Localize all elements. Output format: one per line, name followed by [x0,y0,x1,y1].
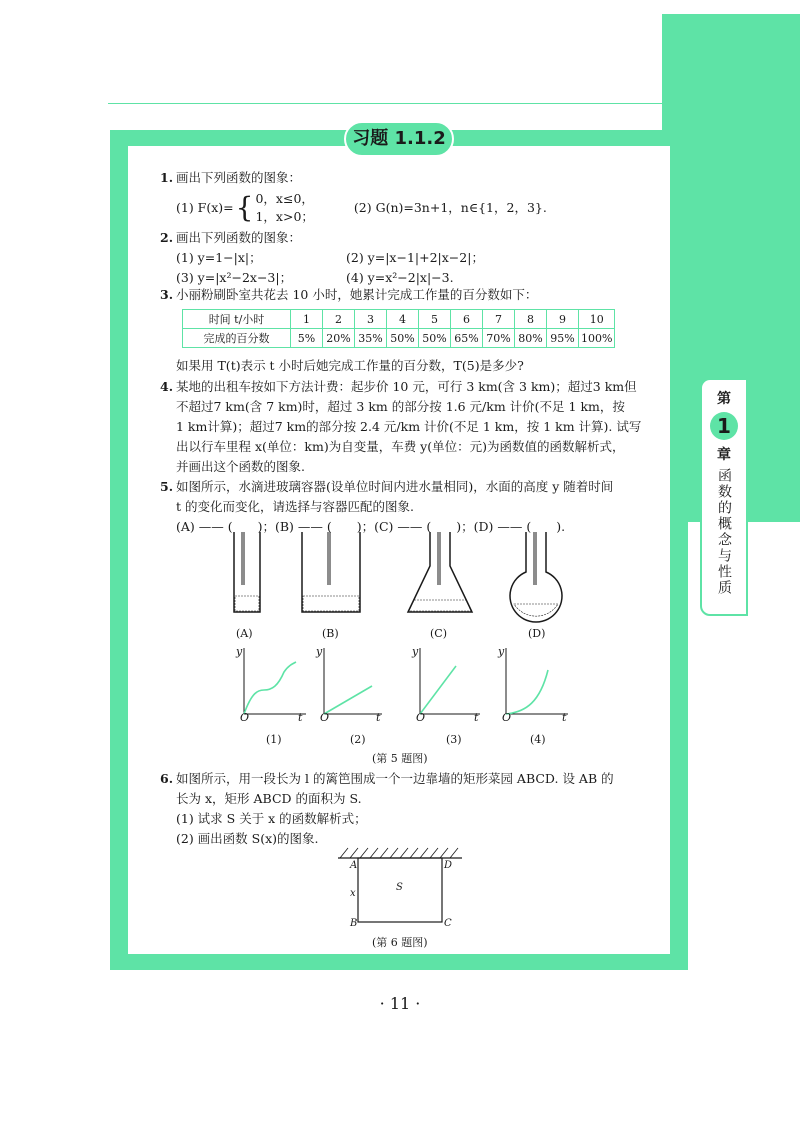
header-rule [108,103,666,104]
chapter-tab[interactable] [700,378,748,616]
section-title: 习题 1.1.2 [344,121,454,157]
question-stem: 画出下列函数的图象： [176,230,302,245]
table-header-cell: 时间 t/小时 [183,310,291,329]
chapter-number: 1 [710,412,738,440]
question-stem: 画出下列函数的图象： [176,170,302,185]
table-cell: 6 [451,310,483,329]
table-cell: 50% [387,329,419,348]
figure-caption-5: (第 5 题图) [372,752,428,765]
table-cell: 20% [323,329,355,348]
table-cell: 7 [483,310,515,329]
q1-case-1: 0，x≤0， [255,191,314,206]
container-d [510,532,562,622]
table-cell: 100% [579,329,615,348]
table-cell: 3 [355,310,387,329]
graph-label-2: (2) [350,733,366,746]
table-cell: 80% [515,329,547,348]
chapter-title: 函数的概念与性质 [716,468,732,596]
page-number: · 11 · [379,994,421,1013]
q5-match-line: (A) —— ( )；(B) —— ( )；(C) —— ( )；(D) —— ( ). [176,519,566,534]
table-header-cell: 完成的百分数 [183,329,291,348]
question-number: 1. [160,170,174,185]
axis-t-label: t [376,711,381,724]
table-cell: 50% [419,329,451,348]
table-cell: 2 [323,310,355,329]
q3-followup: 如果用 T(t)表示 t 小时后她完成工作量的百分数，T(5)是多少? [176,358,524,373]
container-label-c: (C) [430,627,447,640]
graph-curve [420,666,456,714]
side-label-x: x [350,888,356,899]
graph-1 [244,648,306,714]
table-cell: 1 [291,310,323,329]
q2-item-1: (1) y=1−|x|； [176,250,262,265]
container-label-d: (D) [528,627,546,640]
question-6 [160,769,660,849]
axis-origin-label: O [240,711,250,724]
q6-line: (2) 画出函数 S(x)的图象. [176,831,319,846]
q6-line: 如图所示，用一段长为 l 的篱笆围成一个一边靠墙的矩形菜园 ABCD. 设 AB 的 [176,771,614,786]
q2-item-3: (3) y=|x²−2x−3|； [176,270,293,285]
graph-label-4: (4) [530,733,546,746]
q6-line: (1) 试求 S 关于 x 的函数解析式； [176,811,367,826]
vertex-c: C [444,918,452,929]
table-row [183,310,615,329]
container-b [302,532,360,612]
table-cell: 5% [291,329,323,348]
q4-line: 出以行车里程 x(单位：km)为自变量，车费 y(单位：元)为函数值的函数解析式， [176,439,625,454]
vertex-b: B [350,918,358,929]
container-c [408,532,472,612]
q6-line: 长为 x，矩形 ABCD 的面积为 S. [176,791,362,806]
question-3 [160,285,660,305]
container-label-a: (A) [236,627,253,640]
q1-part2: (2) G(n)=3n+1，n∈{1，2，3}. [353,200,547,215]
progress-table [182,309,615,348]
q4-line: 并画出这个函数的图象. [176,459,305,474]
graph-curve [324,686,372,714]
q4-line: 1 km计算)；超过7 km的部分按 2.4 元/km 计价(不足 1 km，按 1 km 计算). 试写 [176,419,642,434]
q4-line: 不超过7 km(含 7 km)时，超过 3 km 的部分按 1.6 元/km 计价(不足 1 km，按 [176,399,625,414]
table-cell: 35% [355,329,387,348]
table-cell: 70% [483,329,515,348]
containers-figure [200,530,580,640]
vertex-d: D [444,860,453,871]
question-number: 4. [160,379,174,394]
question-number: 2. [160,230,174,245]
axis-y-label: y [236,645,243,658]
graph-4 [506,648,568,714]
graph-2 [324,648,382,714]
table-cell: 5 [419,310,451,329]
question-stem: 小丽粉刷卧室共花去 10 小时，她累计完成工作量的百分数如下： [176,287,538,302]
table-cell: 65% [451,329,483,348]
q5-line: 如图所示，水滴进玻璃容器(设单位时间内进水量相同)，水面的高度 y 随着时间 [176,479,614,494]
brace-symbol: { [235,191,254,224]
q1-case-2: 1，x>0； [255,209,314,224]
axis-y-label: y [412,645,419,658]
axis-t-label: t [298,711,303,724]
graph-label-1: (1) [266,733,282,746]
container-label-b: (B) [322,627,339,640]
question-number: 6. [160,771,174,786]
q1-part1-prefix: (1) F(x)= [176,200,234,215]
q4-line: 某地的出租车按如下方法计费：起步价 10 元，可行 3 km(含 3 km)；超过3 km但 [176,379,637,394]
chapter-suffix: 章 [717,447,731,463]
graph-3 [420,648,480,714]
table-cell: 4 [387,310,419,329]
question-2 [160,228,660,288]
axis-t-label: t [474,711,479,724]
table-row [183,329,615,348]
question-1 [160,168,660,228]
question-number: 3. [160,287,174,302]
chapter-prefix: 第 [717,391,731,407]
q2-item-4: (4) y=x²−2|x|−3. [346,270,454,285]
table-cell: 95% [547,329,579,348]
question-4 [160,377,660,477]
axis-origin-label: O [320,711,330,724]
graph-label-3: (3) [446,733,462,746]
axis-origin-label: O [416,711,426,724]
wall-hatching [340,848,458,858]
axis-t-label: t [562,711,567,724]
axis-y-label: y [498,645,505,658]
q5-line: t 的变化而变化，请选择与容器匹配的图象. [176,499,414,514]
q2-item-2: (2) y=|x−1|+2|x−2|； [346,250,484,265]
question-5 [160,477,660,537]
table-cell: 9 [547,310,579,329]
table-cell: 8 [515,310,547,329]
question-number: 5. [160,479,174,494]
axis-y-label: y [316,645,323,658]
graphs-figure [230,642,590,727]
area-label-s: S [396,882,403,893]
graph-curve [244,662,296,714]
axis-origin-label: O [502,711,512,724]
graph-curve [506,670,548,714]
vertex-a: A [350,860,358,871]
container-a [234,532,260,612]
figure-caption-6: (第 6 题图) [372,936,428,949]
table-cell: 10 [579,310,615,329]
